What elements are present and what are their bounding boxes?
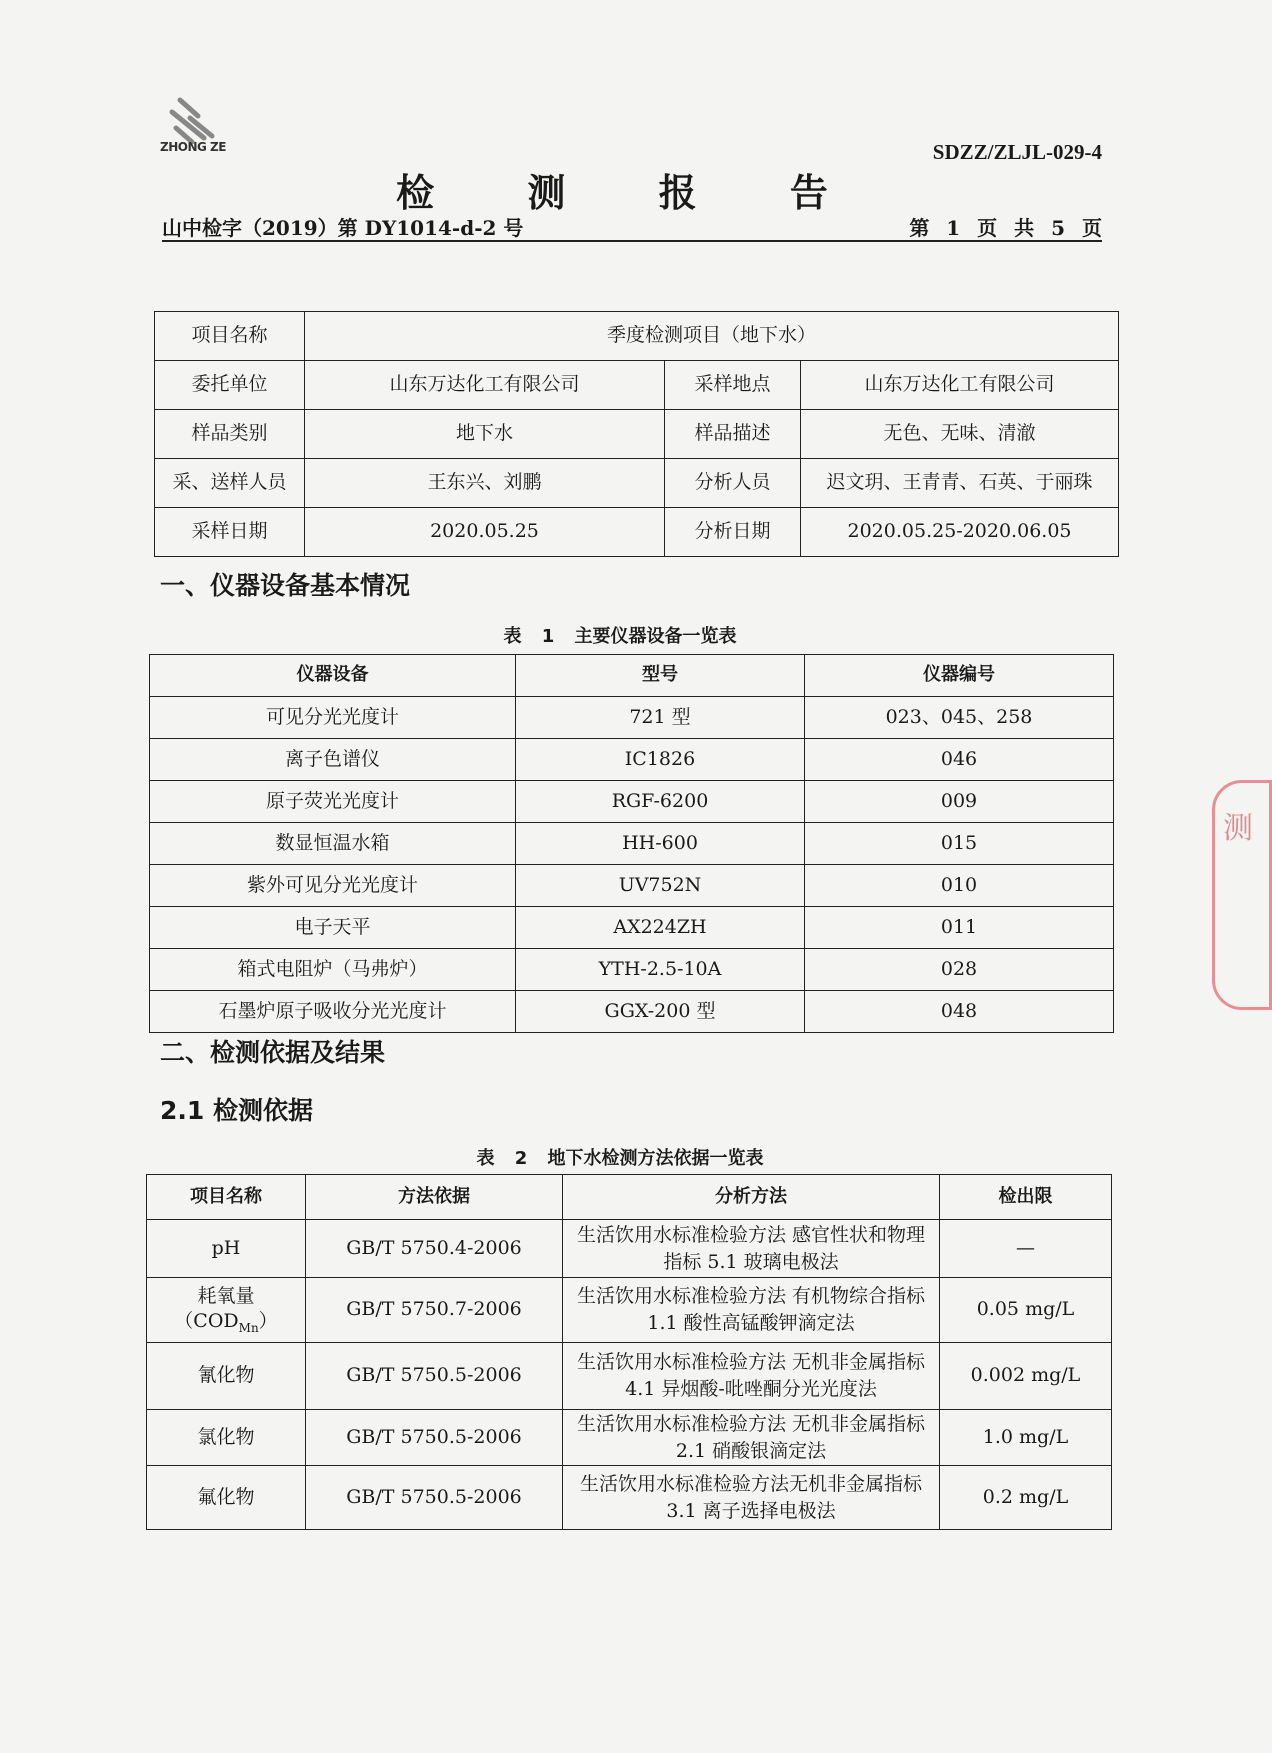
- info-table: [154, 311, 1119, 557]
- table-cell: 015: [805, 823, 1114, 865]
- info-label: 样品描述: [665, 410, 801, 459]
- table-cell-limit: 0.05 mg/L: [940, 1278, 1112, 1343]
- page-info: 第 1 页 共 5 页: [909, 216, 1102, 240]
- section1-heading: 一、仪器设备基本情况: [160, 571, 411, 600]
- table-cell: 数显恒温水箱: [150, 823, 516, 865]
- table-cell-standard: GB/T 5750.5-2006: [306, 1343, 563, 1410]
- item-name-formula: $(COD_{Mn})$: [174, 1310, 278, 1336]
- table-row: [147, 1466, 1112, 1530]
- table-row: [150, 949, 1114, 991]
- table-cell: 048: [805, 991, 1114, 1033]
- table-cell-name: [147, 1278, 306, 1343]
- column-header: 仪器设备: [150, 655, 516, 697]
- info-value: 山东万达化工有限公司: [801, 361, 1119, 410]
- section2-heading: 二、检测依据及结果: [160, 1038, 386, 1067]
- table-cell-method: 生活饮用水标准检验方法 感官性状和物理指标 5.1 玻璃电极法: [563, 1220, 940, 1278]
- table-cell: YTH-2.5-10A: [516, 949, 805, 991]
- table-cell: 721 型: [516, 697, 805, 739]
- table-cell-standard: GB/T 5750.7-2006: [306, 1278, 563, 1343]
- info-label: 采样日期: [155, 508, 305, 557]
- table-cell: 原子荧光光度计: [150, 781, 516, 823]
- table-row: [150, 907, 1114, 949]
- table-row: [150, 823, 1114, 865]
- info-value: 无色、无味、清澈: [801, 410, 1119, 459]
- info-label: 采样地点: [665, 361, 801, 410]
- stamp-text: 测: [1223, 811, 1253, 846]
- info-label: 分析人员: [665, 459, 801, 508]
- info-value: 地下水: [305, 410, 665, 459]
- table-cell-method: 生活饮用水标准检验方法无机非金属指标 3.1 离子选择电极法: [563, 1466, 940, 1530]
- info-value: 迟文玥、王青青、石英、于丽珠: [801, 459, 1119, 508]
- table-cell-standard: GB/T 5750.5-2006: [306, 1466, 563, 1530]
- item-name: 耗氧量: [197, 1284, 255, 1307]
- table-cell: 011: [805, 907, 1114, 949]
- table-cell: 028: [805, 949, 1114, 991]
- table-cell: HH-600: [516, 823, 805, 865]
- table-cell: 箱式电阻炉（马弗炉）: [150, 949, 516, 991]
- project-label: 项目名称: [155, 312, 305, 361]
- info-label: 委托单位: [155, 361, 305, 410]
- column-header: 方法依据: [306, 1175, 563, 1220]
- info-label: 采、送样人员: [155, 459, 305, 508]
- info-label: 分析日期: [665, 508, 801, 557]
- table-row: [147, 1343, 1112, 1410]
- table-cell: AX224ZH: [516, 907, 805, 949]
- logo-text: ZHONG ZE: [160, 140, 226, 154]
- table-row: [150, 697, 1114, 739]
- table-cell-limit: —: [940, 1220, 1112, 1278]
- table-cell: 023、045、258: [805, 697, 1114, 739]
- table-cell-limit: 1.0 mg/L: [940, 1410, 1112, 1466]
- table-cell-name: 氟化物: [147, 1466, 306, 1530]
- table-cell: RGF-6200: [516, 781, 805, 823]
- table-cell: 离子色谱仪: [150, 739, 516, 781]
- table-cell-method: 生活饮用水标准检验方法 无机非金属指标 4.1 异烟酸-吡唑酮分光光度法: [563, 1343, 940, 1410]
- table-row: [150, 739, 1114, 781]
- info-value: 2020.05.25-2020.06.05: [801, 508, 1119, 557]
- table-cell-name: 氯化物: [147, 1410, 306, 1466]
- report-number: 山中检字（2019）第 DY1014-d-2 号: [162, 216, 524, 240]
- red-seal-stamp: [1212, 780, 1272, 1010]
- project-value: 季度检测项目（地下水）: [305, 312, 1119, 361]
- table-cell: 可见分光光度计: [150, 697, 516, 739]
- column-header: 型号: [516, 655, 805, 697]
- info-value: 山东万达化工有限公司: [305, 361, 665, 410]
- table2-caption: 表 2 地下水检测方法依据一览表: [476, 1148, 764, 1169]
- table-row: [150, 781, 1114, 823]
- table-row: [150, 991, 1114, 1033]
- table-cell: 010: [805, 865, 1114, 907]
- table-cell-standard: GB/T 5750.4-2006: [306, 1220, 563, 1278]
- table-row: [150, 865, 1114, 907]
- table-cell: UV752N: [516, 865, 805, 907]
- table-cell-name: pH: [147, 1220, 306, 1278]
- table-cell-method: 生活饮用水标准检验方法 有机物综合指标1.1 酸性高锰酸钾滴定法: [563, 1278, 940, 1343]
- table-cell: 046: [805, 739, 1114, 781]
- column-header: 仪器编号: [805, 655, 1114, 697]
- section2-1-heading: 2.1 检测依据: [160, 1096, 313, 1125]
- table-cell: 电子天平: [150, 907, 516, 949]
- equipment-table: [149, 654, 1114, 1033]
- document-code: SDZZ/ZLJL-029-4: [932, 140, 1102, 164]
- table-cell-limit: 0.2 mg/L: [940, 1466, 1112, 1530]
- table-row: [147, 1278, 1112, 1343]
- table-cell-limit: 0.002 mg/L: [940, 1343, 1112, 1410]
- column-header: 检出限: [940, 1175, 1112, 1220]
- header-divider: [162, 240, 1102, 242]
- table-cell: 紫外可见分光光度计: [150, 865, 516, 907]
- table-row: [147, 1410, 1112, 1466]
- info-value: 2020.05.25: [305, 508, 665, 557]
- page-title: 检 测 报 告: [396, 171, 868, 215]
- table-cell-standard: GB/T 5750.5-2006: [306, 1410, 563, 1466]
- table-cell-method: 生活饮用水标准检验方法 无机非金属指标 2.1 硝酸银滴定法: [563, 1410, 940, 1466]
- column-header: 分析方法: [563, 1175, 940, 1220]
- table-cell: GGX-200 型: [516, 991, 805, 1033]
- info-value: 王东兴、刘鹏: [305, 459, 665, 508]
- column-header: 项目名称: [147, 1175, 306, 1220]
- methods-table: [146, 1174, 1112, 1530]
- table-cell: IC1826: [516, 739, 805, 781]
- table-row: [147, 1220, 1112, 1278]
- table1-caption: 表 1 主要仪器设备一览表: [503, 626, 737, 647]
- table-cell-name: 氰化物: [147, 1343, 306, 1410]
- table-cell: 石墨炉原子吸收分光光度计: [150, 991, 516, 1033]
- table-cell: 009: [805, 781, 1114, 823]
- info-label: 样品类别: [155, 410, 305, 459]
